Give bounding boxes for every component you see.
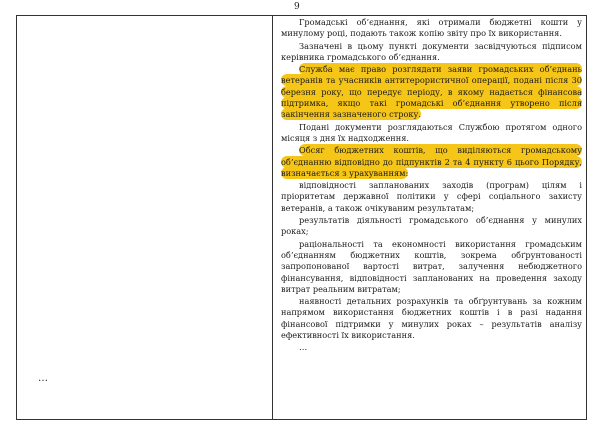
highlighted-text: Обсяг бюджетних коштів, що виділяються громадському об’єднанню відповідно до підпунктів 2 та 4 пункту 6 цього Порядку, визначається з урахуванням: <box>281 145 582 178</box>
highlighted-text: Служба має право розглядати заяви громадських об’єднань ветеранів та учасників антитерористичної операції, подані після 30 березня року, що передує періоду, в якому надається фінансова підтримка, якщо такі громадські об’єднання утворено після закінчення зазначеного строку. <box>281 64 582 120</box>
paragraph-text: Зазначені в цьому пункті документи засвідчуються підписом керівника громадського об’єднання. <box>281 40 582 62</box>
column-divider <box>272 15 273 420</box>
paragraph-text: Подані документи розглядаються Службою протягом одного місяця з дня їх надходження. <box>281 121 582 143</box>
paragraph-text: раціональності та економності використання громадським об’єднанням бюджетних коштів, зокрема обґрунтованості запропонованої вартості витрат, залучення небюджетного фінансування, відповідності запланованих на проведення заходу витрат реальним витратам; <box>281 238 582 294</box>
paragraph-signature <box>281 41 582 64</box>
paragraph-criterion-efficiency <box>281 239 582 295</box>
paragraph-report-copy <box>281 17 582 40</box>
paragraph-criterion-calculations <box>281 296 582 341</box>
paragraph-text: відповідності запланованих заходів (програм) цілям і пріоритетам державної політики у сфері соціального захисту ветеранів, а також очікуваним результатам; <box>281 180 582 213</box>
paragraph-review-period <box>281 122 582 145</box>
right-column-ellipsis: … <box>299 342 309 353</box>
paragraph-funding-volume <box>281 145 582 179</box>
paragraph-criterion-goals <box>281 180 582 214</box>
paragraph-text: результатів діяльності громадського об’єднання у минулих роках; <box>281 215 582 237</box>
paragraph-late-applications <box>281 64 582 120</box>
paragraph-text: наявності детальних розрахунків та обґрунтувань за кожним напрямом використання бюджетних коштів і в разі надання фінансової підтримки у минулих роках – результатів аналізу ефективності їх використання. <box>281 296 582 341</box>
page-number: 9 <box>294 2 300 12</box>
paragraph-text: Громадські об’єднання, які отримали бюджетні кошти у минулому році, подають також копію звіту про їх використання. <box>281 17 582 39</box>
paragraph-criterion-results <box>281 215 582 238</box>
left-column-ellipsis: … <box>38 373 49 384</box>
right-column <box>281 17 582 355</box>
